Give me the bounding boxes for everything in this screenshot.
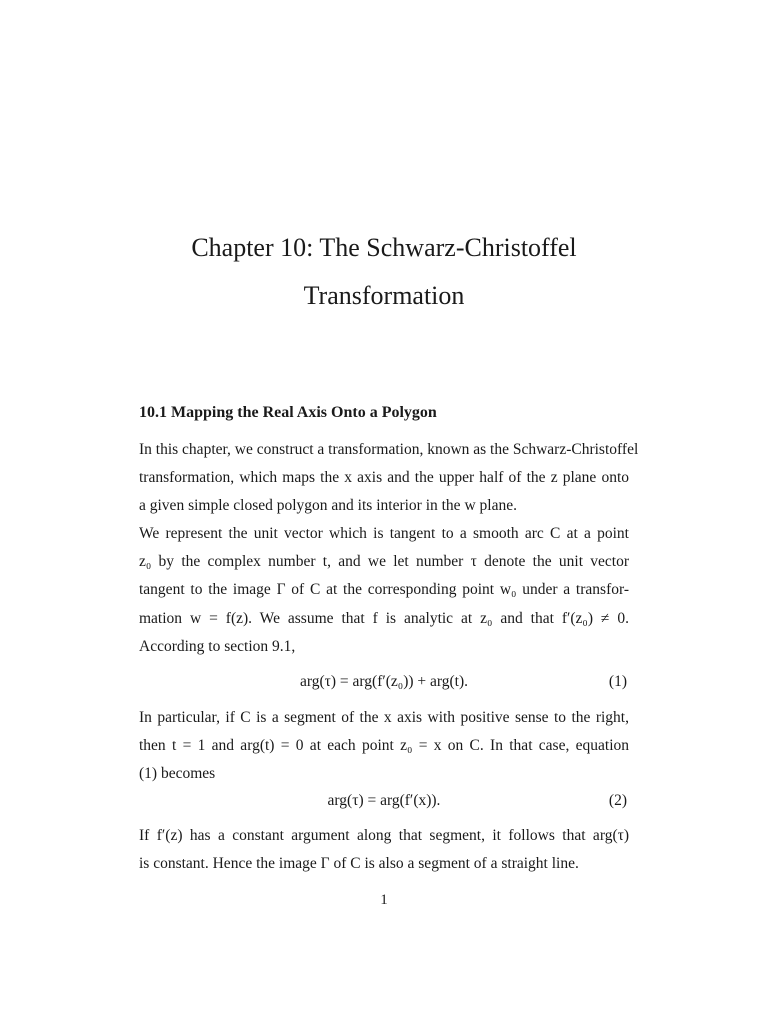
text-line: (1) becomes — [139, 765, 216, 783]
text-line: According to section 9.1, — [139, 637, 296, 655]
text-line: In this chapter, we construct a transformation, known as the Schwarz-Christoffel — [139, 441, 639, 458]
chapter-title — [0, 224, 768, 320]
paragraph-segment — [139, 704, 629, 789]
text-line: z₀ by the complex number t, and we let number τ denote the unit vector — [139, 553, 629, 571]
chapter-title-line-2: Transformation — [303, 281, 465, 310]
text-line: We represent the unit vector which is tangent to a smooth arc C at a point — [139, 525, 629, 542]
paragraph-intro — [139, 436, 639, 521]
section-heading: 10.1 Mapping the Real Axis Onto a Polygon — [139, 404, 437, 421]
page-number: 1 — [380, 892, 388, 908]
equation-number: (1) — [608, 673, 627, 690]
paragraph-constant-argument — [139, 822, 629, 878]
text-line: tangent to the image Γ of C at the corresponding point w₀ under a transfor- — [139, 581, 629, 599]
chapter-title-line-1: Chapter 10: The Schwarz-Christoffel — [191, 233, 577, 262]
equation-expression: arg(τ) = arg(f′(z₀)) + arg(t). — [299, 673, 469, 690]
text-line: is constant. Hence the image Γ of C is also a segment of a straight line. — [139, 855, 579, 873]
paragraph-tangent-vector — [139, 520, 629, 661]
text-line: a given simple closed polygon and its interior in the w plane. — [139, 497, 517, 515]
equation-number: (2) — [608, 792, 627, 809]
text-line: If f′(z) has a constant argument along that segment, it follows that arg(τ) — [139, 827, 629, 844]
equation-expression: arg(τ) = arg(f′(x)). — [327, 792, 441, 809]
text-line: In particular, if C is a segment of the x axis with positive sense to the right, — [139, 709, 629, 726]
text-line: then t = 1 and arg(t) = 0 at each point z₀ = x on C. In that case, equation — [139, 737, 629, 755]
text-line: transformation, which maps the x axis and the upper half of the z plane onto — [139, 469, 629, 487]
equation-1 — [139, 673, 629, 697]
text-line: mation w = f(z). We assume that f is analytic at z₀ and that f′(z₀) ≠ 0. — [139, 609, 629, 627]
equation-2 — [139, 792, 629, 816]
